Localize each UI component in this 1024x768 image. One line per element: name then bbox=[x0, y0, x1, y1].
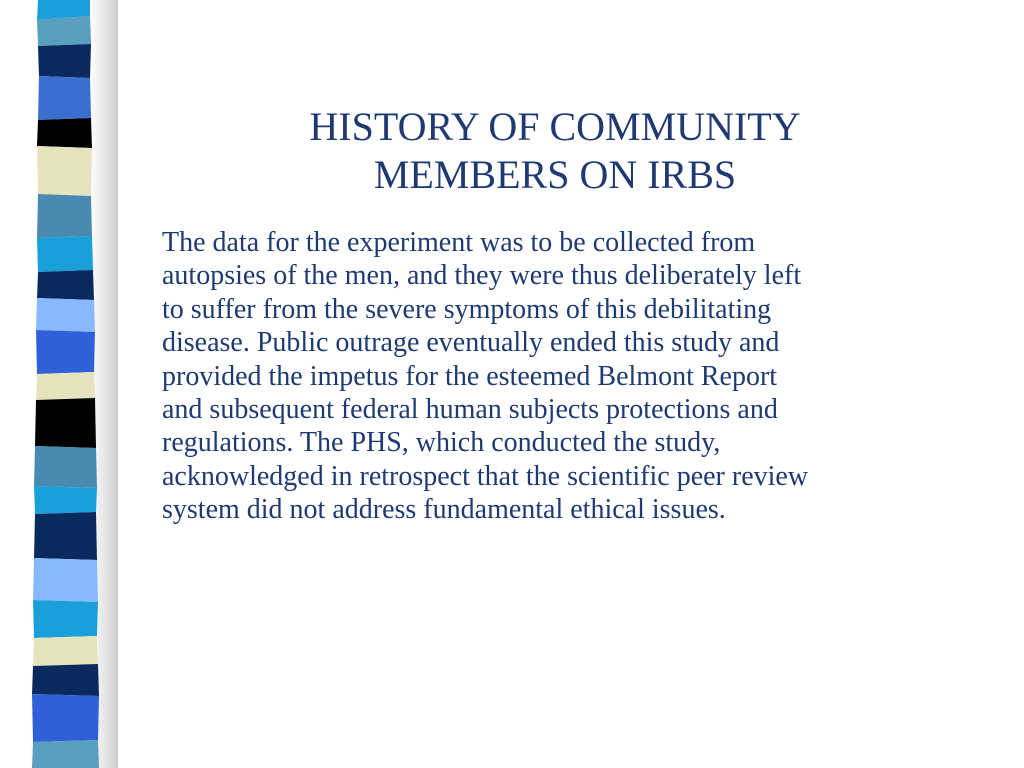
decorative-stripe-border bbox=[0, 0, 118, 768]
stripe-block bbox=[37, 194, 92, 238]
stripe-block bbox=[37, 236, 93, 272]
stripe-block bbox=[33, 558, 98, 602]
stripe-block bbox=[36, 298, 95, 332]
slide-title-line-2: MEMBERS ON IRBS bbox=[373, 152, 737, 197]
stripe-block bbox=[32, 694, 99, 742]
stripe-block bbox=[35, 398, 96, 448]
stripe-block bbox=[32, 664, 99, 696]
stripe-block bbox=[33, 600, 98, 638]
stripe-block bbox=[34, 486, 97, 514]
stripe-block bbox=[34, 446, 97, 488]
stripe-block bbox=[34, 512, 97, 560]
slide-title bbox=[230, 103, 880, 199]
stripe-block bbox=[38, 76, 91, 120]
stripe-block bbox=[36, 330, 95, 374]
stripe-block bbox=[37, 16, 91, 46]
stripe-block bbox=[36, 372, 95, 400]
stripe-block bbox=[37, 270, 94, 300]
stripe-block bbox=[32, 740, 99, 768]
slide-body-text: The data for the experiment was to be collected from autopsies of the men, and they were thus deliberately left to suffer from the severe symptoms of this debilitating disease. Public outrage eventually ended this study and provided the impetus for the esteemed Belmont Report and subsequent federal human subjects protections and regulations. The PHS, which conducted the study, acknowledged in retrospect that the scientific peer review system did not address fundamental ethical issues. bbox=[162, 227, 809, 526]
stripe-graphic bbox=[0, 0, 118, 768]
stripe-block bbox=[33, 636, 98, 666]
stripe-block bbox=[37, 118, 92, 148]
slide-title-line-1: HISTORY OF COMMUNITY bbox=[309, 104, 801, 149]
stripe-block bbox=[37, 146, 92, 196]
stripe-block bbox=[38, 44, 91, 78]
